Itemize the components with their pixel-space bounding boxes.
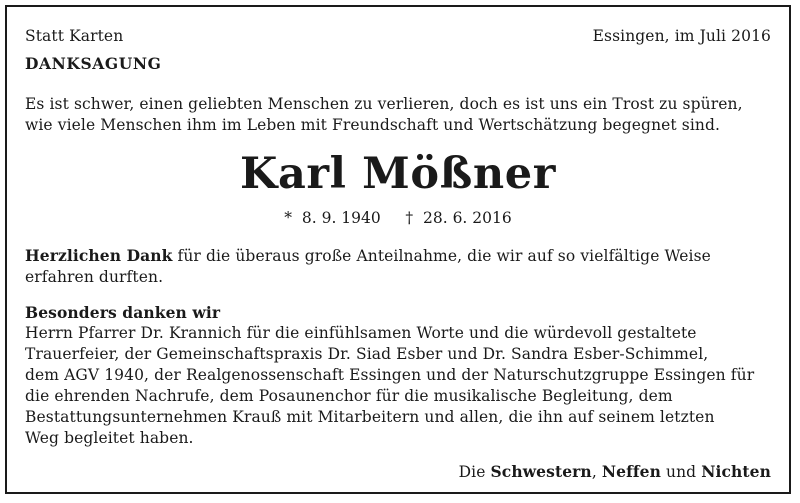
special-thanks-heading: Besonders danken wir [25, 303, 221, 322]
special-line-3: dem AGV 1940, der Realgenossenschaft Essingen und der Naturschutzgruppe Essingen für [25, 366, 755, 384]
signature-schwestern: Schwestern [490, 462, 592, 481]
statt-karten-label: Statt Karten [25, 27, 124, 45]
obituary-card [5, 5, 791, 494]
death-date: † 28. 6. 2016 [405, 209, 512, 227]
special-line-6: Weg begleitet haben. [25, 429, 194, 447]
thanks-line-2: erfahren durften. [25, 268, 164, 286]
place-date: Essingen, im Juli 2016 [592, 27, 771, 45]
deceased-name: Karl Mößner [239, 149, 557, 199]
special-line-4: die ehrenden Nachrufe, dem Posaunenchor für die musikalische Begleitung, dem [25, 387, 673, 405]
signature [459, 462, 771, 482]
special-line-2: Trauerfeier, der Gemeinschaftspraxis Dr. Siad Esber und Dr. Sandra Esber-Schimmel, [25, 345, 709, 363]
signature-und: und [660, 463, 702, 481]
special-line-1: Herrn Pfarrer Dr. Krannich für die einfühlsamen Worte und die würdevoll gestaltete [25, 324, 697, 342]
life-dates [25, 208, 771, 228]
signature-nichten: Nichten [701, 462, 771, 481]
intro-line-1: Es ist schwer, einen geliebten Menschen zu verlieren, doch es ist uns ein Trost zu spüren, [25, 95, 743, 113]
signature-comma: , [591, 463, 602, 481]
intro-line-2: wie viele Menschen ihm im Leben mit Freundschaft und Wertschätzung begegnet sind. [25, 116, 721, 134]
birth-date: * 8. 9. 1940 [284, 209, 381, 227]
danksagung-heading: DANKSAGUNG [25, 54, 162, 73]
special-line-5: Bestattungsunternehmen Krauß mit Mitarbeitern und allen, die ihn auf seinem letzten [25, 408, 715, 426]
signature-neffen: Neffen [601, 462, 661, 481]
thanks-rest: für die überaus große Anteilnahme, die wir auf so vielfältige Weise [172, 247, 711, 265]
thanks-line-1 [25, 246, 711, 266]
signature-die: Die [458, 463, 491, 481]
card-content [25, 7, 771, 492]
thanks-bold: Herzlichen Dank [25, 246, 173, 265]
